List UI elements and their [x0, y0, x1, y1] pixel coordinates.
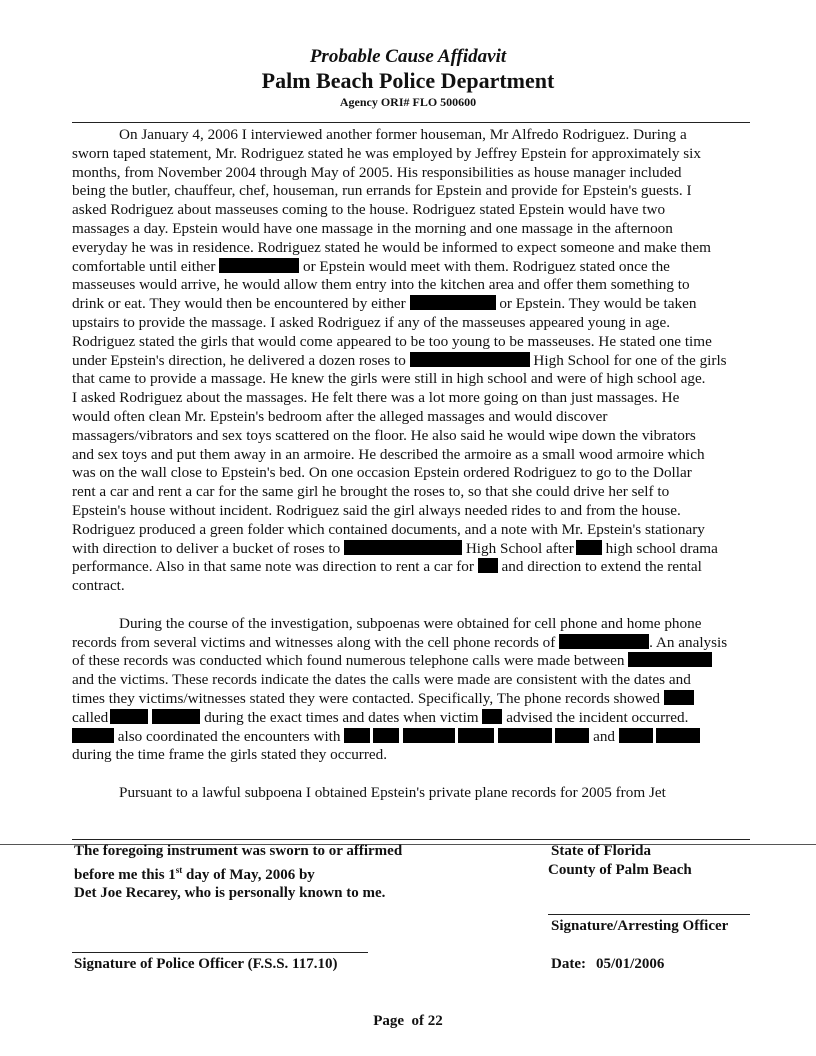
redaction-block [482, 709, 502, 724]
body-line [72, 709, 752, 728]
oath-text: before me this 1 [74, 866, 176, 883]
body-line: Epstein's house without incident. Rodriguez said the girl always needed rides to and from the house. [72, 501, 681, 519]
police-officer-signature-label: Signature of Police Officer (F.S.S. 117.10) [74, 956, 338, 972]
state-label: State of Florida [551, 843, 651, 859]
body-line [72, 258, 752, 277]
text-segment: records from several victims and witnesses along with the cell phone records of [72, 633, 560, 651]
page-label: Page [373, 1013, 405, 1029]
text-segment: during the exact times and dates when victim [200, 708, 483, 726]
redaction-block [152, 709, 200, 724]
body-line: During the course of the investigation, subpoenas were obtained for cell phone and home phone [119, 614, 702, 632]
jurisdiction-block [548, 842, 692, 879]
text-segment: also coordinated the encounters with [114, 727, 345, 745]
arresting-officer-signature-label: Signature/Arresting Officer [551, 918, 729, 934]
text-segment: times they victims/witnesses stated they were contacted. Specifically, The phone records showed [72, 689, 664, 707]
text-segment: High School after [462, 539, 574, 557]
body-line [72, 540, 752, 559]
body-line: Rodriguez stated the girls that would come appeared to be too young to be masseuses. He stated one time [72, 332, 712, 350]
body-line: upstairs to provide the massage. I asked Rodriguez if any of the masseuses appeared young in age. [72, 313, 671, 331]
text-segment: with direction to deliver a bucket of roses to [72, 539, 345, 557]
body-line: I asked Rodriguez about the massages. He felt there was a lot more going on than just massages. He [72, 389, 680, 407]
body-line: everyday he was in residence. Rodriguez stated he would be informed to expect someone and make them [72, 238, 711, 256]
redaction-block [478, 558, 498, 573]
body-line: contract. [72, 577, 125, 595]
text-segment: and [589, 727, 619, 745]
document-title: Probable Cause Affidavit [309, 46, 507, 67]
footer-divider [72, 839, 750, 840]
body-line: being the butler, chauffeur, chef, houseman, run errands for Epstein and provide for Epstein's guests. I [72, 182, 692, 200]
redaction-block [219, 258, 299, 273]
redaction-block [403, 728, 455, 743]
body-line: months, from November 2004 through May of 2005. His responsibilities as house manager included [72, 163, 682, 181]
redaction-block [373, 728, 399, 743]
redaction-block [576, 540, 602, 555]
body-line: massagers/vibrators and sex toys scattered on the floor. He also said he would wipe down the vibrators [72, 426, 696, 444]
body-line: sworn taped statement, Mr. Rodriguez stated he was employed by Jeffrey Epstein for approximately six [72, 144, 701, 162]
body-line [72, 352, 752, 371]
body-line [72, 634, 752, 653]
county-label: County of Palm Beach [548, 861, 692, 878]
body-line [72, 652, 752, 671]
department-name: Palm Beach Police Department [261, 68, 555, 93]
redaction-block [619, 728, 653, 743]
redaction-block [110, 709, 148, 724]
police-officer-signature-line [72, 952, 368, 953]
body-line [72, 690, 752, 709]
redaction-block [72, 728, 114, 743]
body-line: and sex toys and put them away in an armoire. He described the armoire as a small wood armoire which [72, 445, 705, 463]
text-segment: and direction to extend the rental [497, 558, 702, 576]
oath-line: The foregoing instrument was sworn to or affirmed [74, 843, 403, 859]
body-line: Pursuant to a lawful subpoena I obtained Epstein's private plane records for 2005 from Jet [119, 783, 666, 801]
redaction-block [344, 540, 462, 555]
text-segment: drink or eat. They would then be encountered by either [72, 295, 410, 313]
date-row [551, 956, 664, 973]
date-value: 05/01/2006 [595, 956, 665, 972]
oath-block [74, 842, 402, 903]
body-line: asked Rodriguez about masseuses coming to the house. Rodriguez stated Epstein would have two [72, 201, 666, 219]
body-line: and the victims. These records indicate the dates the calls were made are consistent with the dates and [72, 671, 691, 689]
text-segment: of these records was conducted which found numerous telephone calls were made between [72, 652, 629, 670]
text-segment: comfortable until either [72, 257, 220, 275]
header-divider [72, 122, 750, 123]
page-of: of 22 [411, 1013, 443, 1029]
text-segment: performance. Also in that same note was direction to rent a car for [72, 558, 478, 576]
redaction-block [559, 634, 649, 649]
text-segment: or Epstein would meet with them. Rodriguez stated once the [299, 257, 670, 275]
body-line: Rodriguez produced a green folder which contained documents, and a note with Mr. Epstein's stationary [72, 520, 705, 538]
redaction-block [555, 728, 589, 743]
text-segment: under Epstein's direction, he delivered a dozen roses to [72, 351, 410, 369]
body-line: masseuses would arrive, he would allow them entry into the kitchen area and offer them something to [72, 276, 690, 294]
redaction-block [458, 728, 494, 743]
oath-line: Det Joe Recarey, who is personally known to me. [74, 885, 386, 901]
body-line [72, 558, 752, 577]
date-label: Date: [551, 956, 586, 972]
body-line: during the time frame the girls stated they occurred. [72, 746, 388, 764]
body-line [72, 728, 752, 747]
affidavit-body [72, 126, 752, 803]
ordinal-suffix: st [175, 864, 183, 875]
redaction-block [628, 652, 712, 667]
oath-line [74, 861, 402, 885]
redaction-block [410, 295, 496, 310]
redaction-block [498, 728, 552, 743]
body-line: would often clean Mr. Epstein's bedroom after the alleged massages and would discover [72, 407, 608, 425]
redaction-block [410, 352, 530, 367]
page-number [0, 1013, 816, 1030]
body-line: rent a car and rent a car for the same girl he brought the roses to, so that she could drive her self to [72, 483, 670, 501]
text-segment: called [72, 708, 109, 726]
text-segment: high school drama [601, 539, 718, 557]
body-line: that came to provide a massage. He knew the girls were still in high school and were of high school age. [72, 370, 706, 388]
text-segment: or Epstein. They would be taken [495, 295, 697, 313]
body-line: was on the wall close to Epstein's bed. On one occasion Epstein ordered Rodriguez to go to the Dollar [72, 464, 692, 482]
text-segment: . An analysis [649, 633, 728, 651]
text-segment: advised the incident occurred. [502, 708, 689, 726]
body-line: massages a day. Epstein would have one massage in the morning and one massage in the afternoon [72, 219, 673, 237]
redaction-block [656, 728, 700, 743]
arresting-officer-signature-line [548, 914, 750, 915]
agency-ori: Agency ORI# FLO 500600 [339, 95, 477, 109]
body-line: On January 4, 2006 I interviewed another former houseman, Mr Alfredo Rodriguez. During a [119, 126, 687, 143]
body-line [72, 295, 752, 314]
redaction-block [664, 690, 694, 705]
oath-text: day of May, 2006 by [182, 866, 315, 883]
redaction-block [344, 728, 370, 743]
text-segment: High School for one of the girls [529, 351, 727, 369]
